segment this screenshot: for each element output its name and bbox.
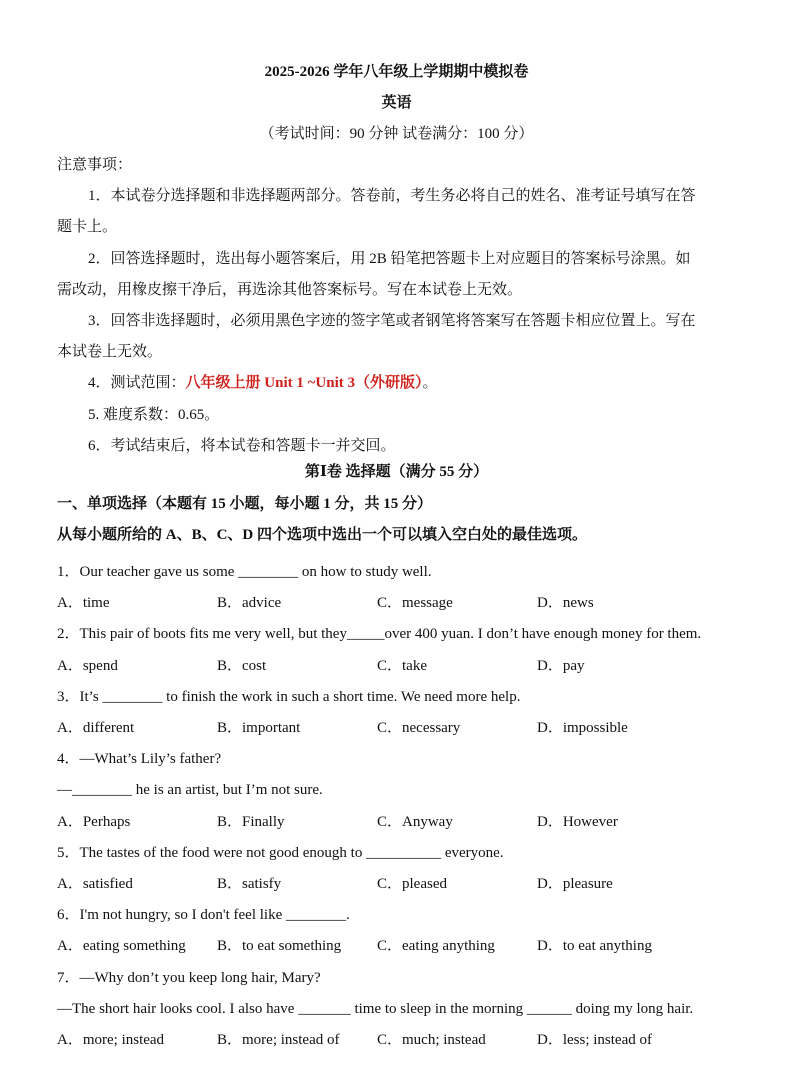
option-b: B．more; instead of (217, 1032, 340, 1048)
note-5: 5. 难度系数：0.65。 (88, 407, 220, 423)
option-d: D．news (537, 595, 594, 611)
option-b: B．important (217, 720, 301, 736)
option-d: D．pay (537, 658, 585, 674)
option-b: B．Finally (217, 814, 285, 830)
section-1-heading: 一、单项选择（本题有 15 小题，每小题 1 分，共 15 分） (57, 496, 433, 512)
question-7-stem: —The short hair looks cool. I also have _______ time to sleep in the morning ______ doing my long hair. (57, 1001, 694, 1017)
option-b: B．to eat something (217, 938, 342, 954)
option-d: D．However (537, 814, 618, 830)
option-b: B．satisfy (217, 876, 282, 892)
exam-meta: （考试时间：90 分钟 试卷满分：100 分） (259, 126, 534, 142)
question-2-options (57, 656, 773, 676)
question-2-stem: 2．This pair of boots fits me very well, but they_____over 400 yuan. I don’t have enough money for them. (57, 626, 702, 642)
note-3-line-1: 3．回答非选择题时，必须用黑色字迹的签字笔或者钢笔将答案写在答题卡相应位置上。写在 (88, 313, 696, 329)
note-4 (57, 373, 736, 393)
question-4-options (57, 812, 773, 832)
question-5-options (57, 874, 773, 894)
note-6: 6．考试结束后，将本试卷和答题卡一并交回。 (88, 438, 396, 454)
option-a: A．different (57, 720, 135, 736)
note-1-line-1: 1．本试卷分选择题和非选择题两部分。答卷前，考生务必将自己的姓名、准考证号填写在答 (88, 188, 696, 204)
question-3-options (57, 718, 773, 738)
note-2-line-1: 2．回答选择题时，选出每小题答案后，用 2B 铅笔把答题卡上对应题目的答案标号涂黑。如 (88, 251, 691, 267)
question-6-stem: 6．I'm not hungry, so I don't feel like ________. (57, 907, 350, 923)
option-a: A．satisfied (57, 876, 133, 892)
test-scope: 八年级上册 Unit 1 ~Unit 3（外研版） (185, 375, 423, 391)
option-c: C．take (377, 658, 427, 674)
question-7-options (57, 1030, 773, 1050)
subject-title: 英语 (381, 95, 412, 111)
question-4-stem: —________ he is an artist, but I’m not sure. (57, 782, 323, 798)
question-4-stem: 4．—What’s Lily’s father? (57, 751, 222, 767)
option-d: D．less; instead of (537, 1032, 652, 1048)
option-c: C．Anyway (377, 814, 453, 830)
question-1-options (57, 593, 773, 613)
note-1-line-2: 题卡上。 (57, 219, 118, 235)
question-7-stem: 7．—Why don’t you keep long hair, Mary? (57, 970, 321, 986)
option-c: C．message (377, 595, 453, 611)
option-a: A．eating something (57, 938, 186, 954)
exam-title: 2025-2026 学年八年级上学期期中模拟卷 (264, 64, 529, 80)
notes-heading: 注意事项： (57, 157, 133, 173)
option-a: A．time (57, 595, 110, 611)
option-c: C．much; instead (377, 1032, 486, 1048)
option-c: C．eating anything (377, 938, 495, 954)
section-1-instruction: 从每小题所给的 A、B、C、D 四个选项中选出一个可以填入空白处的最佳选项。 (57, 527, 588, 543)
note-4-suffix: 。 (422, 375, 438, 391)
option-b: B．advice (217, 595, 282, 611)
note-3-line-2: 本试卷上无效。 (57, 344, 163, 360)
option-a: A．Perhaps (57, 814, 131, 830)
option-b: B．cost (217, 658, 267, 674)
note-4-prefix: 4．测试范围： (88, 375, 186, 391)
part-1-title: 第Ⅰ卷 选择题（满分 55 分） (304, 464, 489, 480)
question-1-stem: 1．Our teacher gave us some ________ on how to study well. (57, 564, 432, 580)
option-d: D．impossible (537, 720, 628, 736)
option-a: A．spend (57, 658, 118, 674)
option-c: C．pleased (377, 876, 447, 892)
option-a: A．more; instead (57, 1032, 165, 1048)
option-c: C．necessary (377, 720, 461, 736)
question-6-options (57, 936, 773, 956)
question-3-stem: 3．It’s ________ to finish the work in such a short time. We need more help. (57, 689, 521, 705)
note-2-line-2: 需改动，用橡皮擦干净后，再选涂其他答案标号。写在本试卷上无效。 (57, 282, 523, 298)
question-5-stem: 5．The tastes of the food were not good enough to __________ everyone. (57, 845, 504, 861)
option-d: D．pleasure (537, 876, 613, 892)
option-d: D．to eat anything (537, 938, 652, 954)
